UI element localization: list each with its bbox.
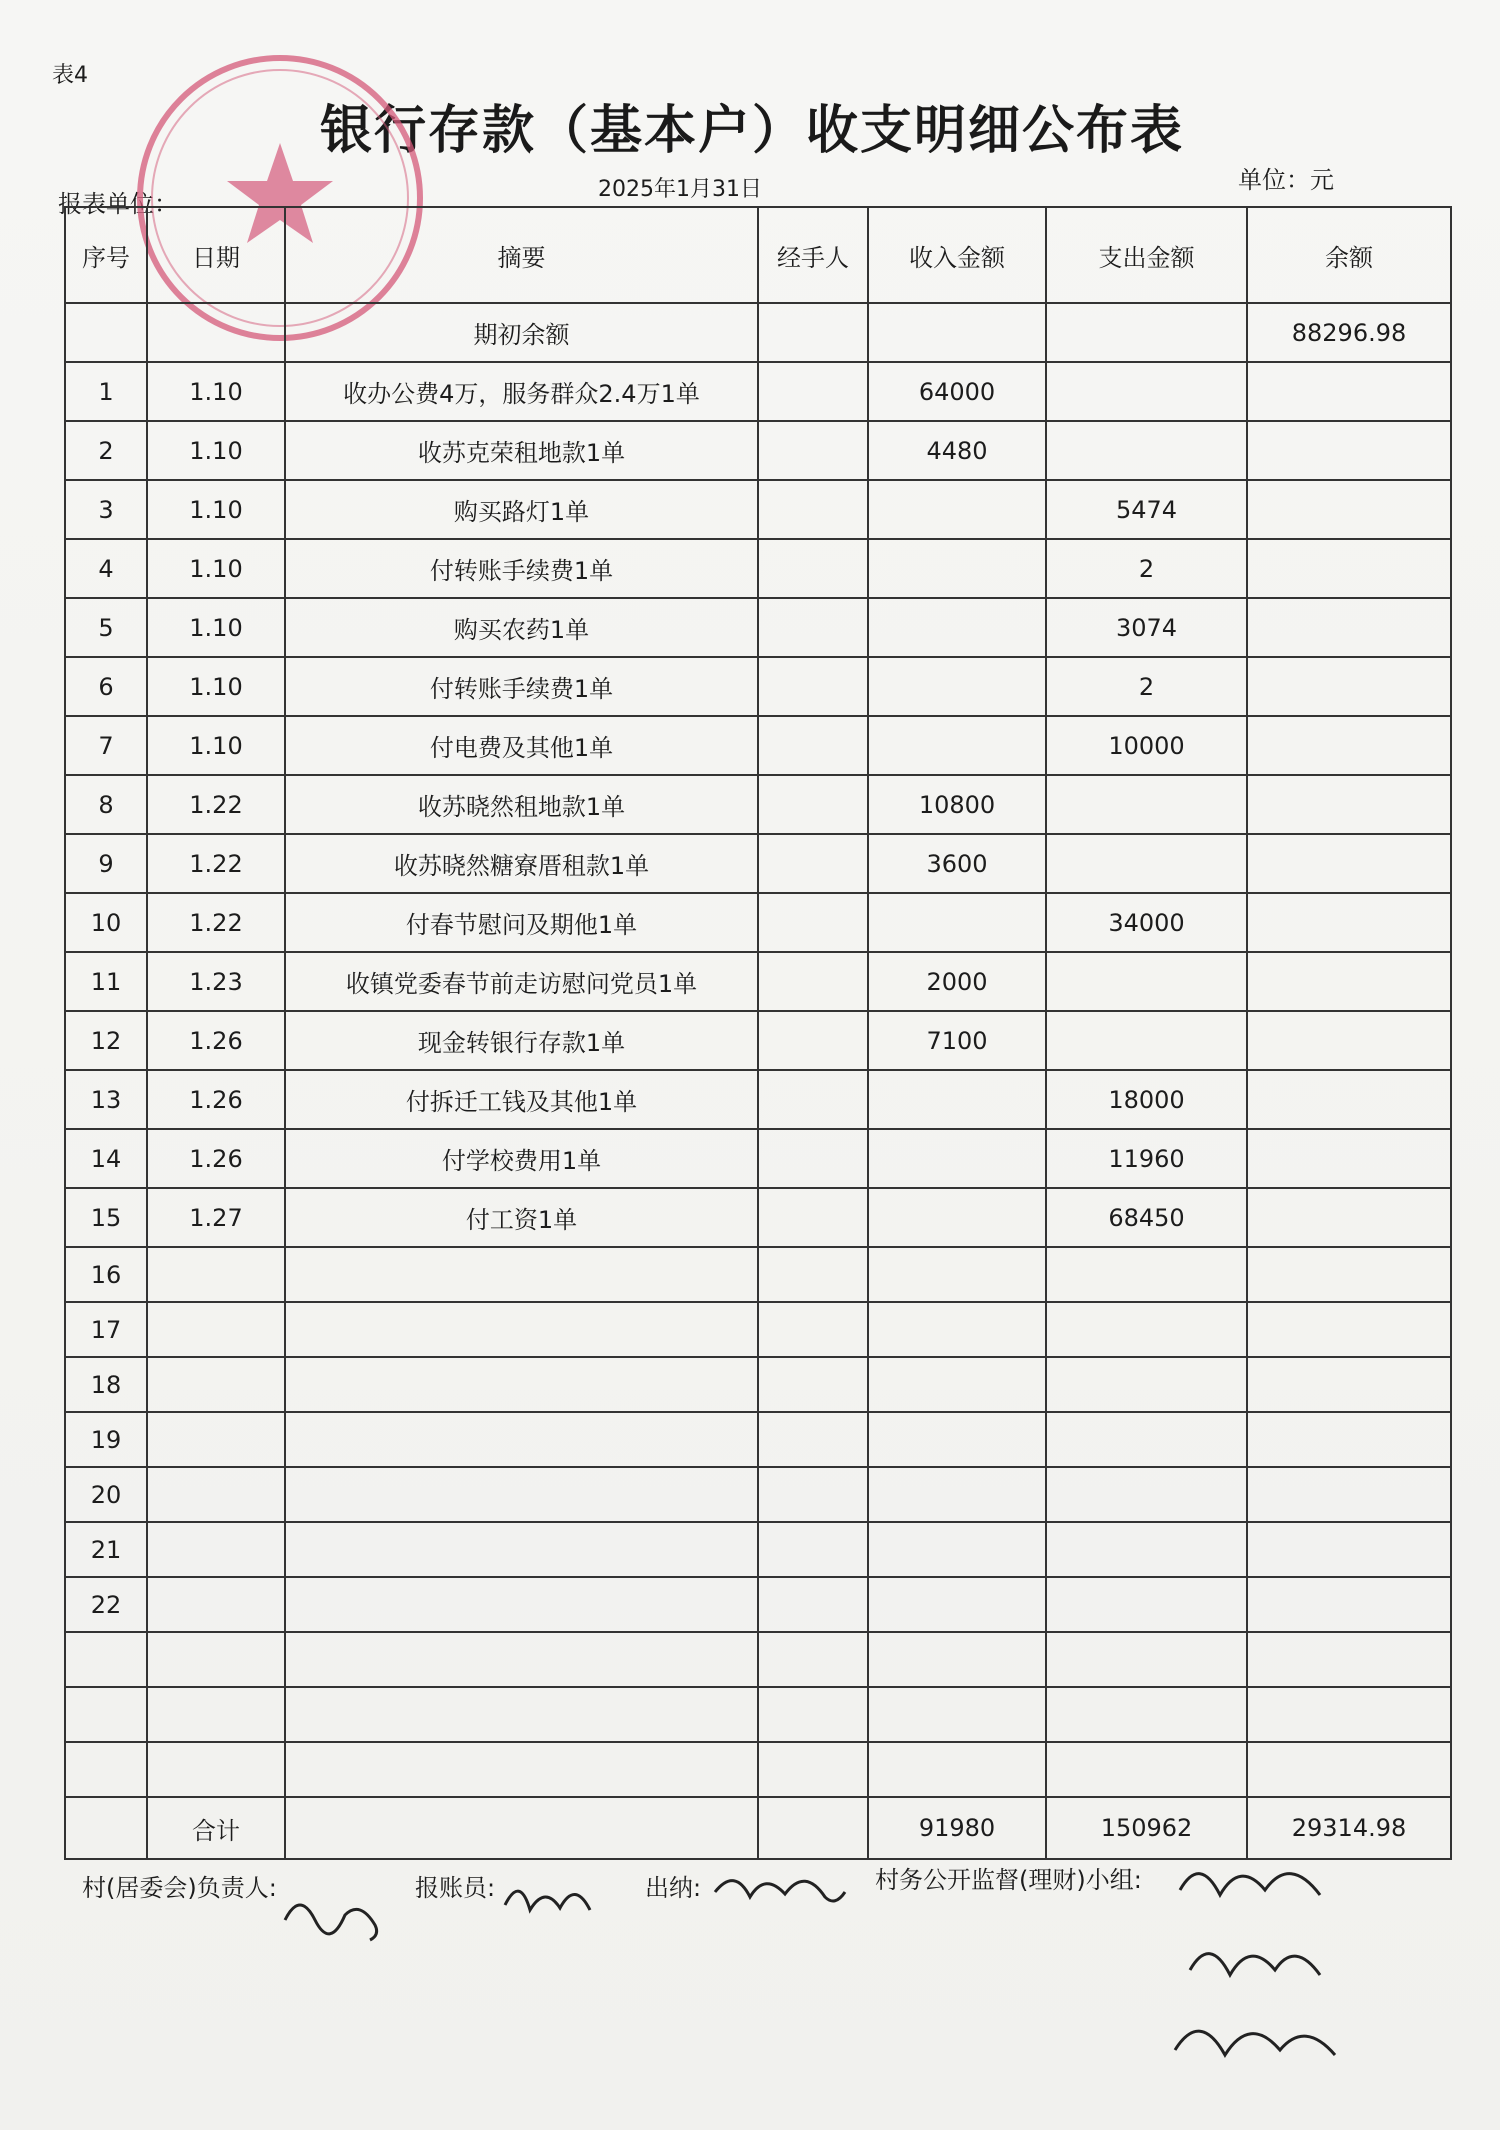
cell-income: 2000 (868, 952, 1046, 1011)
cell-balance (1247, 1129, 1451, 1188)
cell-no: 4 (65, 539, 147, 598)
empty-cell (758, 1412, 868, 1467)
empty-cell (1046, 1302, 1247, 1357)
empty-cell (758, 1522, 868, 1577)
empty-cell (147, 1357, 285, 1412)
cell-income (868, 657, 1046, 716)
cell-no: 7 (65, 716, 147, 775)
table-row (65, 775, 1451, 834)
cashier-signature (710, 1862, 850, 1922)
cell-date: 1.26 (147, 1011, 285, 1070)
cell-summary: 付电费及其他1单 (285, 716, 758, 775)
cell-balance (1247, 1188, 1451, 1247)
cell-date: 1.22 (147, 834, 285, 893)
empty-cell (1247, 1577, 1451, 1632)
empty-cell (147, 1302, 285, 1357)
cell-handler (758, 539, 868, 598)
table-row (65, 834, 1451, 893)
table-row (65, 657, 1451, 716)
header-col-handler: 经手人 (758, 207, 868, 303)
empty-cell (285, 1577, 758, 1632)
empty-cell (1247, 1522, 1451, 1577)
cell-date: 1.26 (147, 1129, 285, 1188)
cell-balance (1247, 421, 1451, 480)
cell-expense: 18000 (1046, 1070, 1247, 1129)
empty-row (65, 1632, 1451, 1687)
header-col-income: 收入金额 (868, 207, 1046, 303)
cell-no: 14 (65, 1129, 147, 1188)
cell-expense: 34000 (1046, 893, 1247, 952)
cell-no: 10 (65, 893, 147, 952)
cell-handler (758, 421, 868, 480)
head-signature-label: 村(居委会)负责人: (82, 1874, 277, 1902)
cell-no: 1 (65, 362, 147, 421)
cell-summary: 收办公费4万，服务群众2.4万1单 (285, 362, 758, 421)
cell-handler (758, 598, 868, 657)
empty-cell (758, 1687, 868, 1742)
form-number: 表4 (52, 63, 88, 88)
empty-cell (758, 1742, 868, 1797)
empty-cell (758, 1302, 868, 1357)
report-date: 2025年1月31日 (598, 177, 762, 202)
cell-no: 18 (65, 1357, 147, 1412)
cell-no (65, 1742, 147, 1797)
header-col-expense: 支出金额 (1046, 207, 1247, 303)
header-col-balance: 余额 (1247, 207, 1451, 303)
cell-summary: 付转账手续费1单 (285, 657, 758, 716)
cell-summary: 付工资1单 (285, 1188, 758, 1247)
cell-no: 8 (65, 775, 147, 834)
total-balance: 29314.98 (1247, 1797, 1451, 1859)
cell-summary: 付转账手续费1单 (285, 539, 758, 598)
cell-income: 3600 (868, 834, 1046, 893)
cell-balance (1247, 657, 1451, 716)
empty-cell (758, 1577, 868, 1632)
cell-date: 1.22 (147, 775, 285, 834)
cell-no: 11 (65, 952, 147, 1011)
table-row (65, 421, 1451, 480)
cell-handler (758, 1188, 868, 1247)
empty-cell (868, 1577, 1046, 1632)
empty-row (65, 1577, 1451, 1632)
cell-date: 1.10 (147, 598, 285, 657)
cell-date: 1.23 (147, 952, 285, 1011)
cell-date: 1.22 (147, 893, 285, 952)
cell-expense: 5474 (1046, 480, 1247, 539)
cell-expense (1046, 952, 1247, 1011)
empty-cell (1247, 1412, 1451, 1467)
empty-cell (285, 1522, 758, 1577)
cell-balance (1247, 539, 1451, 598)
cell-handler (758, 480, 868, 539)
cell-balance (1247, 1070, 1451, 1129)
cell-handler (758, 657, 868, 716)
cell-no: 9 (65, 834, 147, 893)
cell-income: 7100 (868, 1011, 1046, 1070)
empty-cell (1247, 1632, 1451, 1687)
empty-cell (285, 1467, 758, 1522)
empty-cell (1247, 1742, 1451, 1797)
empty-cell (285, 1742, 758, 1797)
table-row (65, 480, 1451, 539)
cell-date: 1.10 (147, 716, 285, 775)
empty-cell (758, 1247, 868, 1302)
report-unit-label: 报表单位： (58, 190, 178, 218)
empty-cell (1247, 1467, 1451, 1522)
table-row (65, 1070, 1451, 1129)
empty-cell (868, 1742, 1046, 1797)
cell-no: 16 (65, 1247, 147, 1302)
empty-row (65, 1247, 1451, 1302)
cell-no (65, 1632, 147, 1687)
empty-cell (868, 1467, 1046, 1522)
empty-cell (285, 1247, 758, 1302)
cell-balance (1247, 952, 1451, 1011)
opening-balance: 88296.98 (1247, 303, 1451, 362)
cell-summary: 收苏晓然糖寮厝租款1单 (285, 834, 758, 893)
total-expense: 150962 (1046, 1797, 1247, 1859)
cell-no: 6 (65, 657, 147, 716)
empty-cell (285, 1687, 758, 1742)
empty-cell (147, 1742, 285, 1797)
cell-handler (758, 1070, 868, 1129)
cell-expense: 2 (1046, 657, 1247, 716)
empty-cell (147, 1247, 285, 1302)
header-col-summary: 摘要 (285, 207, 758, 303)
cell-income: 10800 (868, 775, 1046, 834)
cell-no: 15 (65, 1188, 147, 1247)
cell-income: 4480 (868, 421, 1046, 480)
table-row (65, 1129, 1451, 1188)
empty-cell (1046, 1412, 1247, 1467)
empty-cell (1046, 1577, 1247, 1632)
cell-income (868, 1188, 1046, 1247)
cell-income (868, 1070, 1046, 1129)
empty-cell (147, 1467, 285, 1522)
empty-cell (285, 1302, 758, 1357)
cell-balance (1247, 834, 1451, 893)
cell-date: 1.27 (147, 1188, 285, 1247)
cell-balance (1247, 480, 1451, 539)
cell-no: 19 (65, 1412, 147, 1467)
empty-cell (1247, 1302, 1451, 1357)
page-title: 银行存款（基本户）收支明细公布表 (320, 101, 1185, 161)
cell-no: 13 (65, 1070, 147, 1129)
empty-cell (285, 1412, 758, 1467)
cell-income (868, 598, 1046, 657)
cell-summary: 付春节慰问及期他1单 (285, 893, 758, 952)
empty-row (65, 1522, 1451, 1577)
empty-row (65, 1357, 1451, 1412)
cell-balance (1247, 362, 1451, 421)
empty-cell (1046, 1467, 1247, 1522)
table-row (65, 893, 1451, 952)
head-signature (280, 1880, 390, 1950)
empty-cell (758, 1357, 868, 1412)
cell-date: 1.10 (147, 657, 285, 716)
empty-cell (868, 1632, 1046, 1687)
empty-cell (1247, 1687, 1451, 1742)
cell-date: 1.10 (147, 362, 285, 421)
empty-cell (1046, 1247, 1247, 1302)
cell-summary: 付拆迁工钱及其他1单 (285, 1070, 758, 1129)
cell-summary: 收镇党委春节前走访慰问党员1单 (285, 952, 758, 1011)
accountant-signature (500, 1870, 600, 1930)
cell-expense (1046, 421, 1247, 480)
empty-row (65, 1412, 1451, 1467)
empty-cell (147, 1412, 285, 1467)
cell-expense (1046, 362, 1247, 421)
empty-cell (1247, 1357, 1451, 1412)
cell-date: 1.10 (147, 421, 285, 480)
empty-row (65, 1742, 1451, 1797)
empty-cell (147, 1577, 285, 1632)
opening-balance-row (65, 303, 1451, 362)
cell-summary: 现金转银行存款1单 (285, 1011, 758, 1070)
cell-expense (1046, 775, 1247, 834)
total-income: 91980 (868, 1797, 1046, 1859)
cell-no: 20 (65, 1467, 147, 1522)
cell-balance (1247, 775, 1451, 834)
cell-date: 1.10 (147, 480, 285, 539)
cell-no: 17 (65, 1302, 147, 1357)
cell-no: 2 (65, 421, 147, 480)
cell-balance (1247, 716, 1451, 775)
cell-income: 64000 (868, 362, 1046, 421)
supervision-group-label: 村务公开监督(理财)小组: (875, 1866, 1142, 1894)
total-label: 合计 (147, 1797, 285, 1859)
empty-cell (285, 1357, 758, 1412)
empty-row (65, 1302, 1451, 1357)
cell-no: 3 (65, 480, 147, 539)
empty-cell (1046, 1357, 1247, 1412)
table-row (65, 952, 1451, 1011)
cell-no: 5 (65, 598, 147, 657)
cell-handler (758, 362, 868, 421)
cell-handler (758, 1129, 868, 1188)
empty-cell (1247, 1247, 1451, 1302)
header-row (65, 207, 1451, 303)
cell-date: 1.10 (147, 539, 285, 598)
table-row (65, 716, 1451, 775)
header-col-date: 日期 (147, 207, 285, 303)
empty-cell (758, 1467, 868, 1522)
table-row (65, 1188, 1451, 1247)
table-row (65, 598, 1451, 657)
cell-handler (758, 893, 868, 952)
empty-cell (868, 1522, 1046, 1577)
ledger-table (64, 206, 1452, 1860)
cell-no: 12 (65, 1011, 147, 1070)
table-row (65, 1011, 1451, 1070)
empty-cell (1046, 1742, 1247, 1797)
cell-income (868, 480, 1046, 539)
cell-summary: 购买农药1单 (285, 598, 758, 657)
cell-expense: 68450 (1046, 1188, 1247, 1247)
cell-handler (758, 716, 868, 775)
opening-summary: 期初余额 (285, 303, 758, 362)
empty-cell (147, 1522, 285, 1577)
empty-cell (147, 1632, 285, 1687)
cell-summary: 收苏晓然租地款1单 (285, 775, 758, 834)
supervision-signatures (1170, 1850, 1350, 2100)
cell-handler (758, 775, 868, 834)
empty-cell (758, 1632, 868, 1687)
cell-balance (1247, 1011, 1451, 1070)
cell-summary: 付学校费用1单 (285, 1129, 758, 1188)
cell-handler (758, 1011, 868, 1070)
cell-expense (1046, 1011, 1247, 1070)
empty-cell (868, 1302, 1046, 1357)
empty-cell (868, 1247, 1046, 1302)
cell-handler (758, 834, 868, 893)
empty-cell (1046, 1687, 1247, 1742)
empty-cell (285, 1632, 758, 1687)
cell-handler (758, 952, 868, 1011)
cell-no (65, 1687, 147, 1742)
empty-row (65, 1467, 1451, 1522)
cell-expense: 11960 (1046, 1129, 1247, 1188)
cell-balance (1247, 893, 1451, 952)
cell-expense: 10000 (1046, 716, 1247, 775)
cashier-signature-label: 出纳: (645, 1874, 702, 1902)
empty-cell (868, 1687, 1046, 1742)
empty-cell (1046, 1632, 1247, 1687)
cell-income (868, 539, 1046, 598)
cell-summary: 购买路灯1单 (285, 480, 758, 539)
cell-balance (1247, 598, 1451, 657)
cell-income (868, 716, 1046, 775)
empty-cell (868, 1412, 1046, 1467)
table-row (65, 362, 1451, 421)
empty-row (65, 1687, 1451, 1742)
cell-expense: 2 (1046, 539, 1247, 598)
cell-summary: 收苏克荣租地款1单 (285, 421, 758, 480)
currency-unit: 单位：元 (1238, 166, 1334, 194)
table-row (65, 539, 1451, 598)
cell-no: 21 (65, 1522, 147, 1577)
cell-income (868, 893, 1046, 952)
cell-income (868, 1129, 1046, 1188)
cell-date: 1.26 (147, 1070, 285, 1129)
cell-expense: 3074 (1046, 598, 1247, 657)
cell-no: 22 (65, 1577, 147, 1632)
empty-cell (1046, 1522, 1247, 1577)
cell-expense (1046, 834, 1247, 893)
header-col-no: 序号 (65, 207, 147, 303)
empty-cell (868, 1357, 1046, 1412)
empty-cell (147, 1687, 285, 1742)
accountant-signature-label: 报账员: (415, 1874, 496, 1902)
